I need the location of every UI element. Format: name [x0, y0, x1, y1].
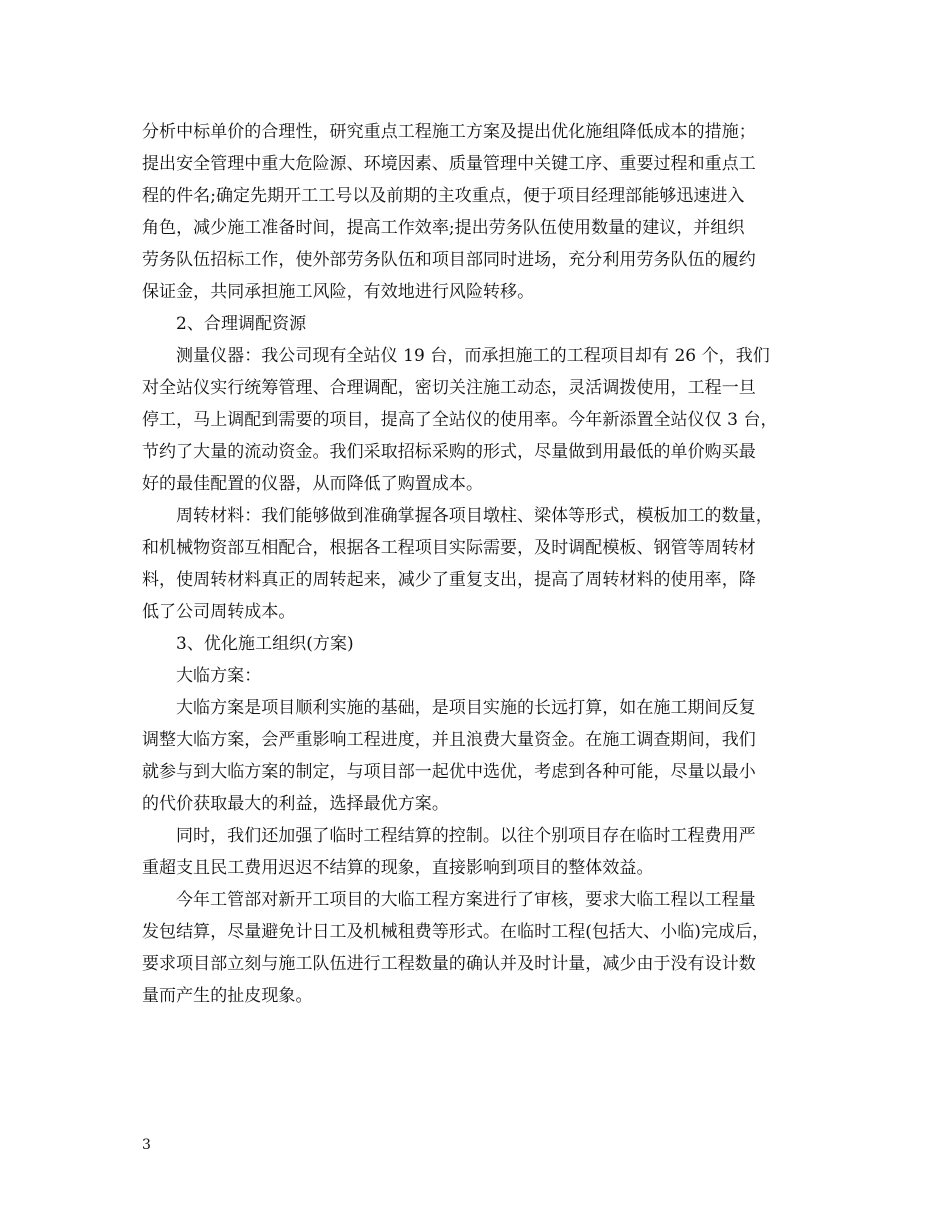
text-line: 今年工管部对新开工项目的大临工程方案进行了审核，要求大临工程以工程量: [176, 890, 756, 910]
text-line: 分析中标单价的合理性，研究重点工程施工方案及提出优化施组降低成本的措施；: [142, 122, 756, 142]
text-line: 测量仪器：我公司现有全站仪 19 台，而承担施工的工程项目却有 26 个，我们: [176, 346, 770, 366]
text-line: 大临方案：: [176, 666, 262, 686]
text-line: 料，使周转材料真正的周转起来，减少了重复支出，提高了周转材料的使用率，降: [142, 570, 756, 590]
text-line: 大临方案是项目顺利实施的基础，是项目实施的长远打算，如在施工期间反复: [176, 698, 756, 718]
text-line: 对全站仪实行统筹管理、合理调配，密切关注施工动态，灵活调拨使用，工程一旦: [142, 378, 756, 398]
text-line: 劳务队伍招标工作，使外部劳务队伍和项目部同时进场，充分利用劳务队伍的履约: [142, 250, 756, 270]
text-line: 重超支且民工费用迟迟不结算的现象，直接影响到项目的整体效益。: [142, 858, 654, 878]
text-line: 要求项目部立刻与施工队伍进行工程数量的确认并及时计量，减少由于没有设计数: [142, 954, 756, 974]
text-line: 同时，我们还加强了临时工程结算的控制。以往个别项目存在临时工程费用严: [176, 826, 756, 846]
text-line: 的代价获取最大的利益，选择最优方案。: [142, 794, 449, 814]
text-line: 2、合理调配资源: [176, 314, 307, 334]
text-line: 低了公司周转成本。: [142, 602, 296, 622]
text-line: 3、优化施工组织(方案): [176, 634, 354, 654]
text-line: 程的件名;确定先期开工工号以及前期的主攻重点，便于项目经理部能够迅速进入: [142, 186, 745, 206]
text-line: 保证金，共同承担施工风险，有效地进行风险转移。: [142, 282, 535, 302]
text-line: 停工，马上调配到需要的项目，提高了全站仪的使用率。今年新添置全站仪仅 3 台，: [142, 410, 778, 430]
text-line: 角色，减少施工准备时间，提高工作效率;提出劳务队伍使用数量的建议，并组织: [142, 218, 745, 238]
text-line: 发包结算，尽量避免计日工及机械租费等形式。在临时工程(包括大、小临)完成后，: [142, 922, 770, 942]
text-line: 周转材料：我们能够做到准确掌握各项目墩柱、梁体等形式，模板加工的数量，: [176, 506, 773, 526]
page-number: 3: [142, 1137, 151, 1153]
text-line: 就参与到大临方案的制定，与项目部一起优中选优，考虑到各种可能，尽量以最小: [142, 762, 756, 782]
text-line: 节约了大量的流动资金。我们采取招标采购的形式，尽量做到用最低的单价购买最: [142, 442, 756, 462]
text-line: 和机械物资部互相配合，根据各工程项目实际需要，及时调配模板、钢管等周转材: [142, 538, 756, 558]
text-line: 量而产生的扯皮现象。: [142, 986, 313, 1006]
document-body: [142, 118, 822, 1014]
text-line: 提出安全管理中重大危险源、环境因素、质量管理中关键工序、重要过程和重点工: [142, 154, 756, 174]
text-line: 好的最佳配置的仪器，从而降低了购置成本。: [142, 474, 483, 494]
text-line: 调整大临方案，会严重影响工程进度，并且浪费大量资金。在施工调查期间，我们: [142, 730, 756, 750]
